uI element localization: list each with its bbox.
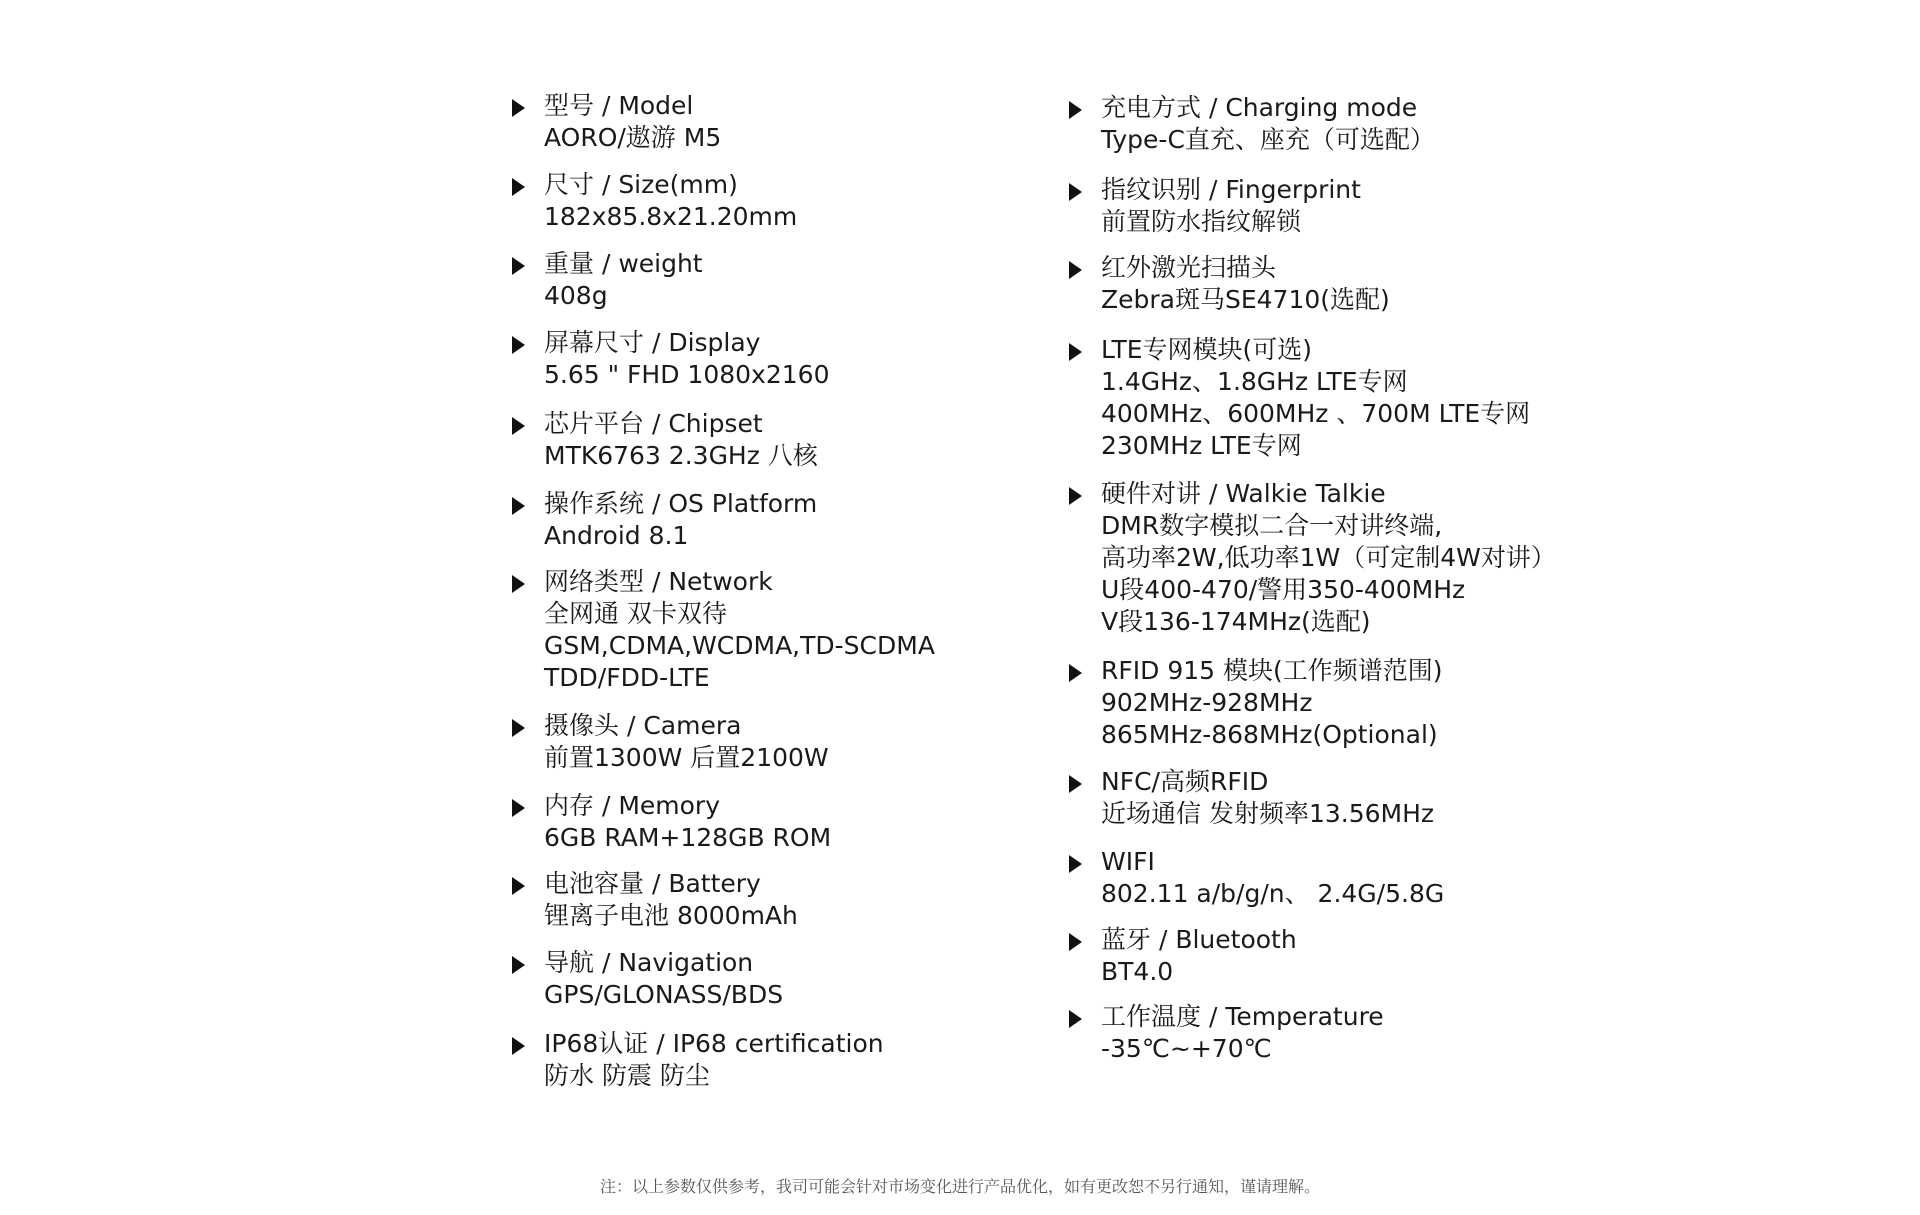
- spec-value: 5.65 " FHD 1080x2160: [544, 360, 830, 389]
- spec-item-battery: [512, 868, 1132, 932]
- triangle-bullet-icon: [512, 178, 525, 196]
- triangle-bullet-icon: [512, 877, 525, 895]
- spec-value: AORO/遨游 M5: [544, 123, 722, 152]
- triangle-bullet-icon: [1069, 487, 1082, 505]
- spec-item-rfid-915: [1069, 655, 1689, 751]
- triangle-bullet-icon: [512, 257, 525, 275]
- spec-item-laser-scanner: [1069, 252, 1689, 316]
- spec-value: 防水 防震 防尘: [544, 1061, 710, 1090]
- triangle-bullet-icon: [512, 1037, 525, 1055]
- spec-value: -35℃~+70℃: [1101, 1034, 1272, 1063]
- spec-value: V段136-174MHz(选配): [1101, 607, 1371, 636]
- spec-item-model: [512, 90, 1132, 154]
- spec-item-weight: [512, 248, 1132, 312]
- spec-item-memory: [512, 790, 1132, 854]
- spec-value: Android 8.1: [544, 521, 689, 550]
- spec-title: 网络类型 / Network: [544, 567, 773, 596]
- spec-value: U段400-470/警用350-400MHz: [1101, 575, 1466, 604]
- spec-item-lte-module: [1069, 334, 1689, 462]
- spec-value: Type-C直充、座充（可选配）: [1101, 125, 1435, 154]
- spec-value: 182x85.8x21.20mm: [544, 202, 798, 231]
- triangle-bullet-icon: [512, 497, 525, 515]
- spec-title: 操作系统 / OS Platform: [544, 489, 818, 518]
- spec-item-display: [512, 327, 1132, 391]
- spec-value: 锂离子电池 8000mAh: [544, 901, 798, 930]
- spec-value: 408g: [544, 281, 608, 310]
- spec-value: 400MHz、600MHz 、700M LTE专网: [1101, 399, 1531, 428]
- triangle-bullet-icon: [1069, 343, 1082, 361]
- spec-title: 电池容量 / Battery: [544, 869, 761, 898]
- spec-value: 802.11 a/b/g/n、 2.4G/5.8G: [1101, 879, 1445, 908]
- triangle-bullet-icon: [512, 799, 525, 817]
- spec-value: 6GB RAM+128GB ROM: [544, 823, 832, 852]
- spec-title: 型号 / Model: [544, 91, 694, 120]
- spec-item-fingerprint: [1069, 174, 1689, 238]
- spec-item-size: [512, 169, 1132, 233]
- spec-item-nfc: [1069, 766, 1689, 830]
- spec-value: 230MHz LTE专网: [1101, 431, 1302, 460]
- spec-title: 工作温度 / Temperature: [1101, 1002, 1384, 1031]
- triangle-bullet-icon: [512, 719, 525, 737]
- spec-value: 全网通 双卡双待: [544, 599, 727, 628]
- triangle-bullet-icon: [1069, 933, 1082, 951]
- spec-title: 芯片平台 / Chipset: [544, 409, 763, 438]
- spec-value: MTK6763 2.3GHz 八核: [544, 441, 818, 470]
- spec-value: 1.4GHz、1.8GHz LTE专网: [1101, 367, 1408, 396]
- spec-title: IP68认证 / IP68 certification: [544, 1029, 884, 1058]
- spec-item-walkie-talkie: [1069, 478, 1689, 638]
- spec-value: GPS/GLONASS/BDS: [544, 980, 784, 1009]
- spec-item-ip68: [512, 1028, 1132, 1092]
- spec-item-os-platform: [512, 488, 1132, 552]
- spec-value: 865MHz-868MHz(Optional): [1101, 720, 1438, 749]
- spec-item-bluetooth: [1069, 924, 1689, 988]
- spec-title: 蓝牙 / Bluetooth: [1101, 925, 1297, 954]
- spec-item-charging-mode: [1069, 92, 1689, 156]
- spec-value: 前置1300W 后置2100W: [544, 743, 829, 772]
- spec-item-network: [512, 566, 1132, 694]
- triangle-bullet-icon: [1069, 183, 1082, 201]
- spec-title: RFID 915 模块(工作频谱范围): [1101, 656, 1443, 685]
- spec-value: 902MHz-928MHz: [1101, 688, 1313, 717]
- spec-value: 近场通信 发射频率13.56MHz: [1101, 799, 1435, 828]
- disclaimer-footnote: 注：以上参数仅供参考，我司可能会针对市场变化进行产品优化，如有更改恕不另行通知，谨请理解。: [599, 1177, 1320, 1196]
- spec-title: 充电方式 / Charging mode: [1101, 93, 1418, 122]
- spec-title: 硬件对讲 / Walkie Talkie: [1101, 479, 1386, 508]
- spec-value: Zebra斑马SE4710(选配): [1101, 285, 1390, 314]
- spec-value: 前置防水指纹解锁: [1101, 207, 1302, 236]
- spec-title: LTE专网模块(可选): [1101, 335, 1313, 364]
- spec-title: 指纹识别 / Fingerprint: [1101, 175, 1361, 204]
- triangle-bullet-icon: [1069, 261, 1082, 279]
- triangle-bullet-icon: [1069, 1010, 1082, 1028]
- spec-value: 高功率2W,低功率1W（可定制4W对讲）: [1101, 543, 1556, 572]
- spec-title: 摄像头 / Camera: [544, 711, 742, 740]
- triangle-bullet-icon: [512, 956, 525, 974]
- spec-value: BT4.0: [1101, 957, 1174, 986]
- spec-title: 红外激光扫描头: [1101, 253, 1277, 282]
- triangle-bullet-icon: [512, 99, 525, 117]
- spec-item-temperature: [1069, 1001, 1689, 1065]
- triangle-bullet-icon: [512, 417, 525, 435]
- spec-title: 屏幕尺寸 / Display: [544, 328, 761, 357]
- triangle-bullet-icon: [1069, 664, 1082, 682]
- spec-item-camera: [512, 710, 1132, 774]
- spec-item-navigation: [512, 947, 1132, 1011]
- triangle-bullet-icon: [1069, 855, 1082, 873]
- spec-title: 尺寸 / Size(mm): [544, 170, 738, 199]
- triangle-bullet-icon: [512, 336, 525, 354]
- spec-title: NFC/高频RFID: [1101, 767, 1269, 796]
- spec-item-wifi: [1069, 846, 1689, 910]
- spec-title: 重量 / weight: [544, 249, 703, 278]
- triangle-bullet-icon: [1069, 775, 1082, 793]
- spec-value: GSM,CDMA,WCDMA,TD-SCDMA: [544, 631, 935, 660]
- spec-value: TDD/FDD-LTE: [544, 663, 710, 692]
- spec-title: 内存 / Memory: [544, 791, 720, 820]
- spec-value: DMR数字模拟二合一对讲终端,: [1101, 511, 1443, 540]
- spec-item-chipset: [512, 408, 1132, 472]
- triangle-bullet-icon: [512, 575, 525, 593]
- triangle-bullet-icon: [1069, 101, 1082, 119]
- spec-title: 导航 / Navigation: [544, 948, 754, 977]
- spec-title: WIFI: [1101, 847, 1155, 876]
